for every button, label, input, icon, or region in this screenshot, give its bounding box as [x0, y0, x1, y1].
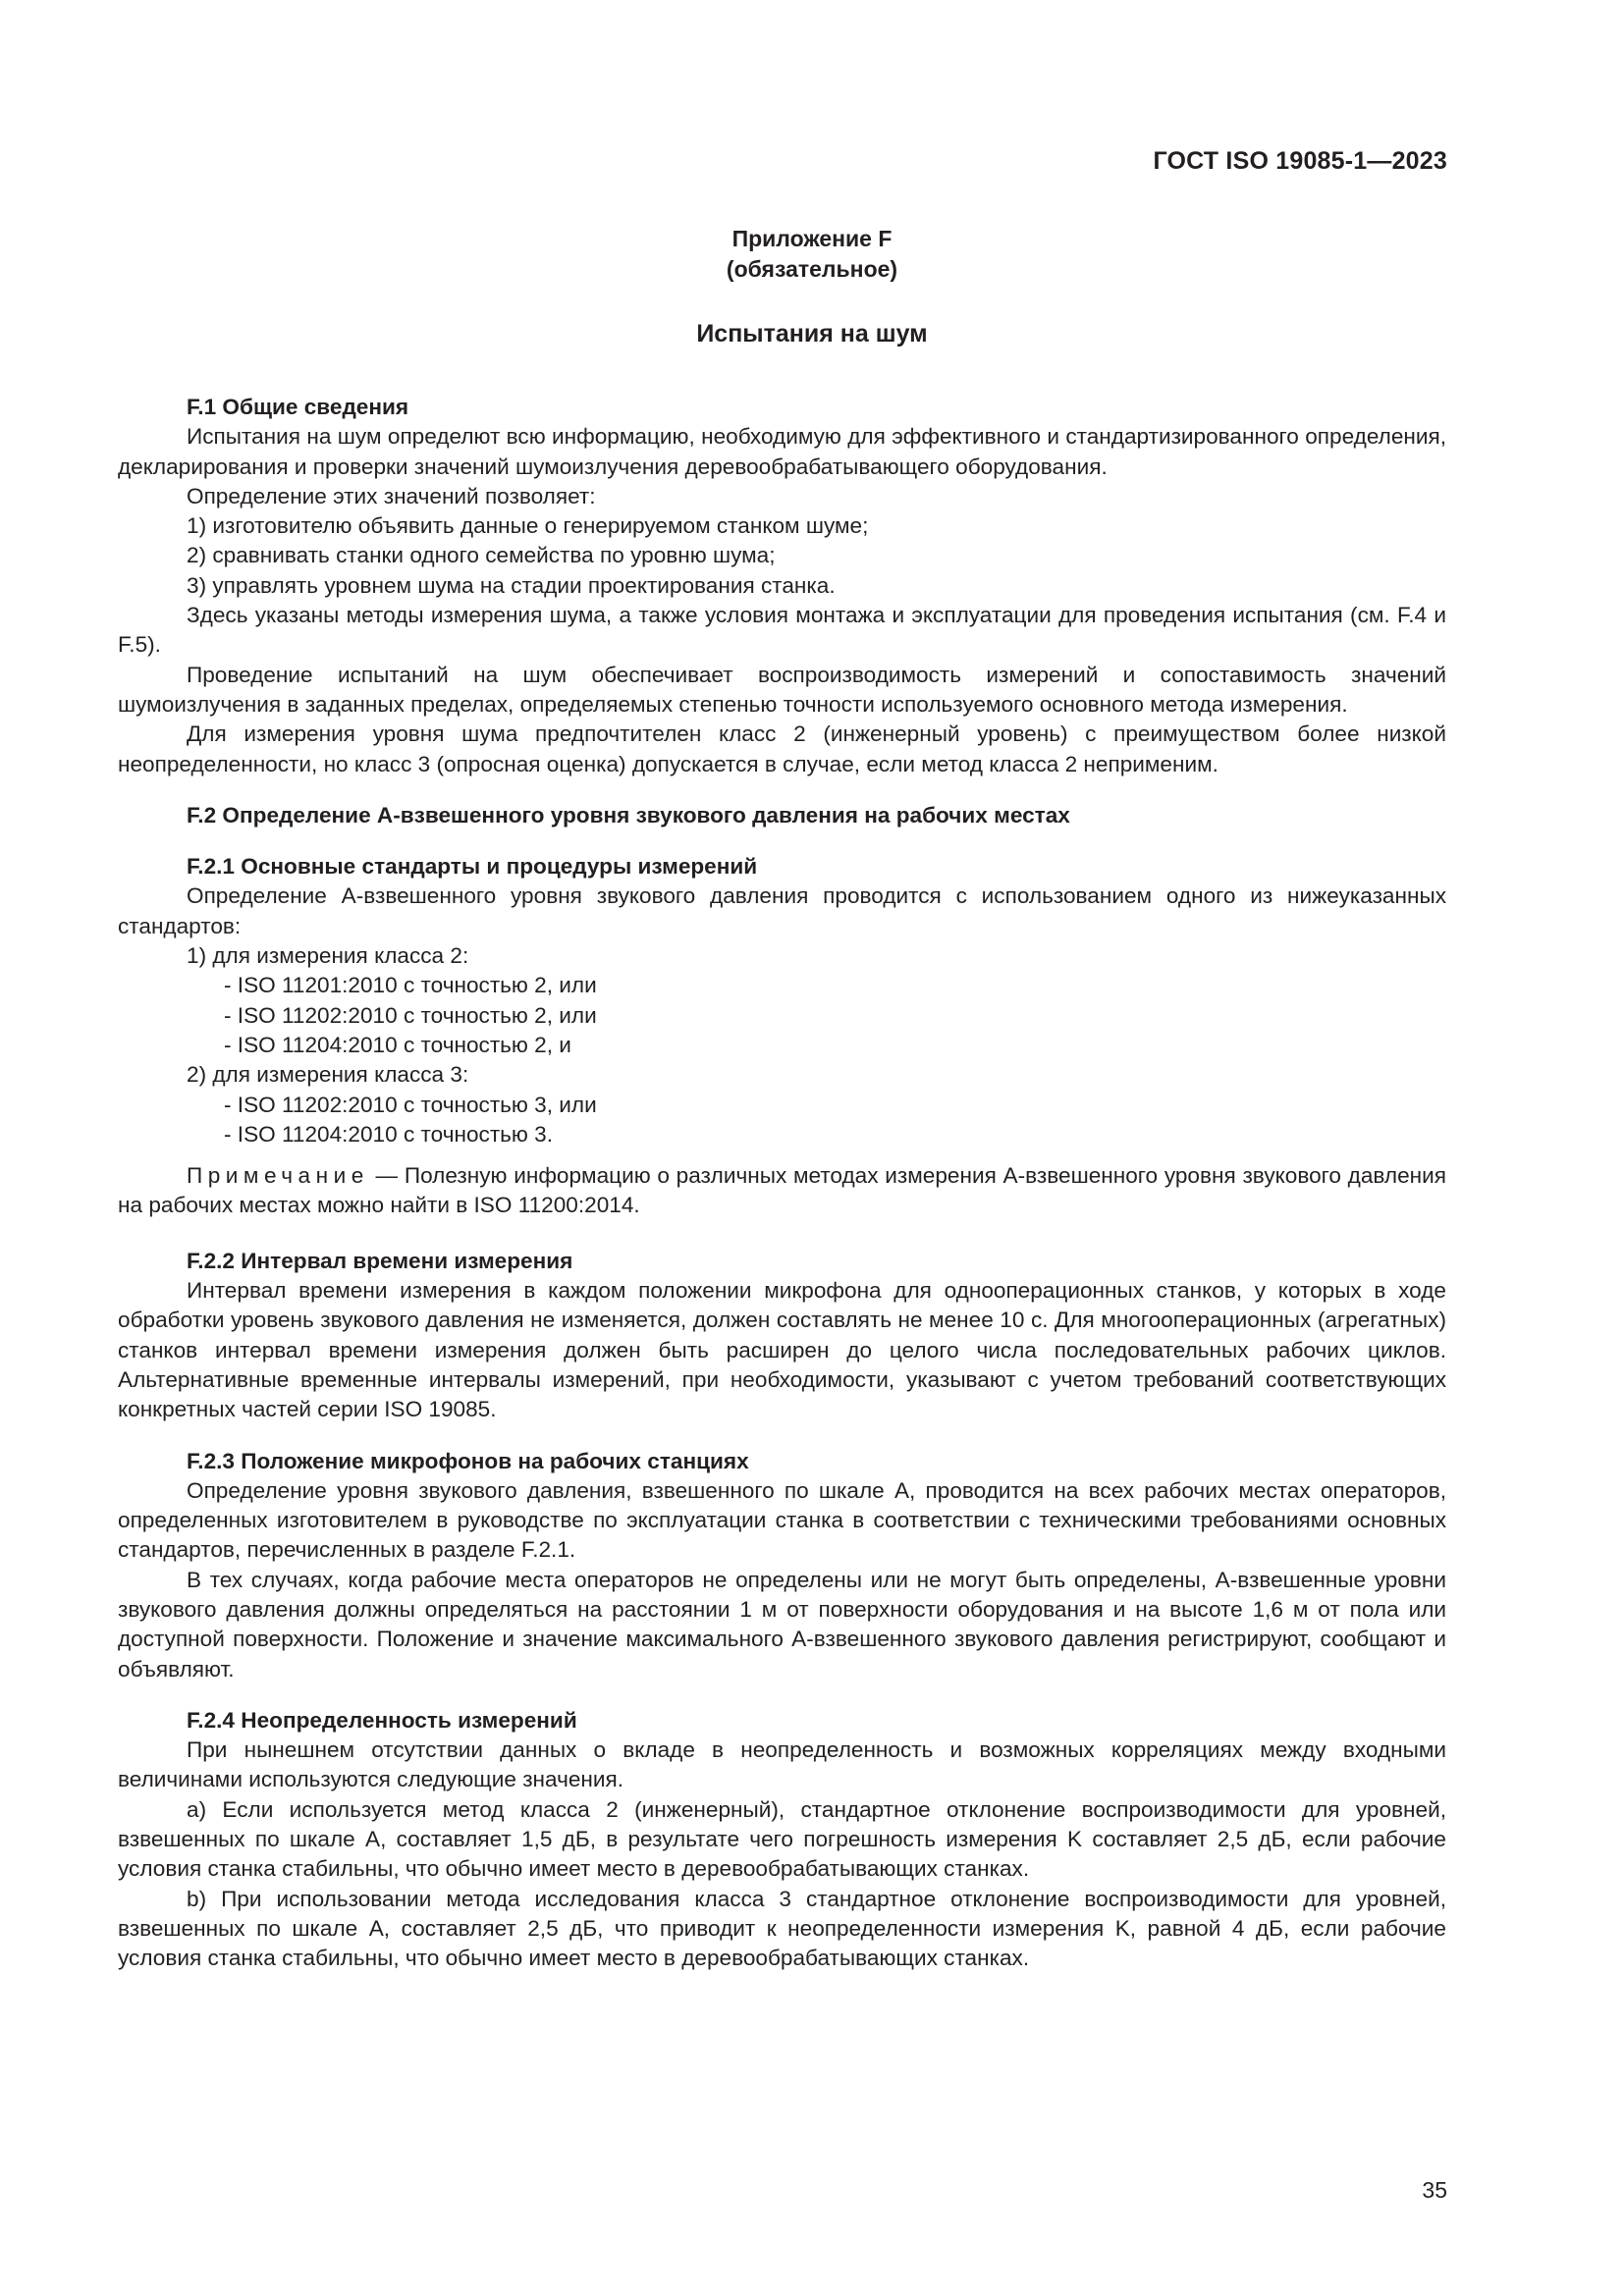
- paragraph: Определение этих значений позволяет:: [187, 483, 596, 508]
- list-item: 1) изготовителю объявить данные о генерируемом станком шуме;: [187, 513, 869, 539]
- dash-item: - ISO 11202:2010 с точностью 3, или: [224, 1092, 597, 1117]
- paragraph: Для измерения уровня шума предпочтителен класс 2 (инженерный уровень) с преимуществом более низкой неопределенности, но класс 3 (опросная оценка) допускается в случае, если метод класса 2 неприменим.: [118, 721, 1446, 776]
- list-item: 2) для измерения класса 3:: [187, 1062, 469, 1088]
- list-item: 2) сравнивать станки одного семейства по уровню шума;: [187, 543, 776, 568]
- annex-subject: Испытания на шум: [696, 320, 928, 347]
- section-heading-f2: F.2 Определение А-взвешенного уровня звукового давления на рабочих местах: [187, 802, 1070, 828]
- section-heading-f21: F.2.1 Основные стандарты и процедуры измерений: [187, 854, 758, 880]
- section-heading-f22: F.2.2 Интервал времени измерения: [187, 1248, 573, 1273]
- annex-status: (обязательное): [726, 256, 898, 282]
- section-heading-f24: F.2.4 Неопределенность измерений: [187, 1707, 577, 1733]
- paragraph: Испытания на шум определют всю информацию, необходимую для эффективного и стандартизированного определения, декларирования и проверки значений шумоизлучения деревообрабатывающего оборудования.: [118, 424, 1446, 479]
- section-heading-f23: F.2.3 Положение микрофонов на рабочих станциях: [187, 1448, 749, 1473]
- dash-item: - ISO 11204:2010 с точностью 2, и: [224, 1032, 571, 1057]
- note: [118, 1161, 1446, 1221]
- note-label: Примечание: [187, 1163, 369, 1189]
- dash-item: - ISO 11201:2010 с точностью 2, или: [224, 973, 597, 998]
- paragraph: Здесь указаны методы измерения шума, а также условия монтажа и эксплуатации для проведения испытания (см. F.4 и F.5).: [118, 603, 1446, 658]
- list-item: 3) управлять уровнем шума на стадии проектирования станка.: [187, 572, 836, 598]
- paragraph: Определение А-взвешенного уровня звукового давления проводится с использованием одного из нижеуказанных стандартов:: [118, 883, 1446, 938]
- paragraph: Определение уровня звукового давления, взвешенного по шкале А, проводится на всех рабочих местах операторов, определенных изготовителем в руководстве по эксплуатации станка в соответствии с техническими требованиями основных стандартов, перечисленных в разделе F.2.1.: [118, 1477, 1446, 1563]
- standard-designation: ГОСТ ISO 19085-1—2023: [1153, 147, 1447, 175]
- dash-item: - ISO 11202:2010 с точностью 2, или: [224, 1002, 597, 1028]
- dash-item: - ISO 11204:2010 с точностью 3.: [224, 1121, 554, 1147]
- paragraph: b) При использовании метода исследования класса 3 стандартное отклонение воспроизводимости для уровней, взвешенных по шкале А, составляет 2,5 дБ, что приводит к неопределенности измерения K, равной 4 дБ, если рабочие условия станка стабильны, что обычно имеет место в деревообрабатывающих станках.: [118, 1886, 1446, 1971]
- paragraph: Проведение испытаний на шум обеспечивает воспроизводимость измерений и сопоставимость значений шумоизлучения в заданных пределах, определяемых степенью точности используемого основного метода измерения.: [118, 662, 1446, 717]
- page-number: 35: [1422, 2177, 1447, 2203]
- paragraph: a) Если используется метод класса 2 (инженерный), стандартное отклонение воспроизводимости для уровней, взвешенных по шкале А, составляет 1,5 дБ, в результате чего погрешность измерения K составляет 2,5 дБ, если рабочие условия станка стабильны, что обычно имеет место в деревообрабатывающих станках.: [118, 1796, 1446, 1882]
- paragraph: Интервал времени измерения в каждом положении микрофона для однооперационных станков, у которых в ходе обработки уровень звукового давления не изменяется, должен составлять не менее 10 с. Для многооперационных (агрегатных) станков интервал времени измерения должен быть расширен до целого числа последовательных рабочих циклов. Альтернативные временные интервалы измерений, при необходимости, указывают с учетом требований соответствующих конкретных частей серии ISO 19085.: [118, 1278, 1446, 1422]
- list-item: 1) для измерения класса 2:: [187, 943, 469, 969]
- annex-heading: [0, 224, 1624, 285]
- paragraph: В тех случаях, когда рабочие места операторов не определены или не могут быть определены, А-взвешенные уровни звукового давления должны определяться на расстоянии 1 м от поверхности оборудования и на высоте 1,6 м от пола или доступной поверхности. Положение и значение максимального А-взвешенного звукового давления регистрируют, сообщают и объявляют.: [118, 1567, 1446, 1682]
- document-body: [118, 393, 1446, 1974]
- annex-title: Приложение F: [731, 226, 893, 251]
- section-heading-f1: F.1 Общие сведения: [187, 395, 409, 419]
- note-text: — Полезную информацию о различных методах измерения А-взвешенного уровня звукового давления на рабочих местах можно найти в ISO 11200:2014.: [118, 1163, 1446, 1218]
- paragraph: При нынешнем отсутствии данных о вкладе в неопределенность и возможных корреляциях между входными величинами используются следующие значения.: [118, 1737, 1446, 1792]
